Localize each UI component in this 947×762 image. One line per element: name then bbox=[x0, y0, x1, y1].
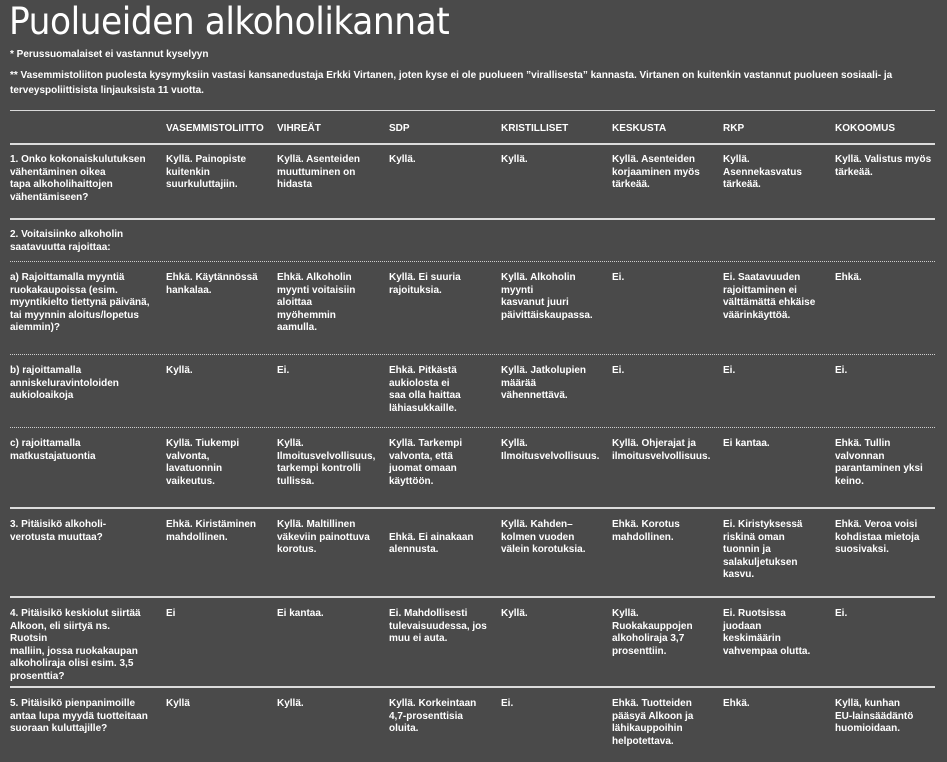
question-cell: 1. Onko kokonaiskulutuksen vähentäminen oikea tapa alkoholihaittojen vähentämiseen? bbox=[10, 154, 146, 203]
question-cell: c) rajoittamalla matkustajatuontia bbox=[10, 438, 96, 462]
answer-cell: Ehkä. Tuotteiden pääsyä Alkoon ja lähikauppoihin helpotettava. bbox=[612, 698, 694, 747]
table-row-q3 bbox=[10, 507, 935, 597]
table-row-q2b bbox=[10, 354, 935, 427]
answer-cell: Ei. Kiristyksessä riskinä oman tuonnin ja salakuljetuksen kasvu. bbox=[723, 519, 803, 580]
answer-cell: Ei bbox=[166, 608, 176, 619]
table-row-q2 bbox=[10, 218, 935, 262]
question-cell: a) Rajoittamalla myyntiä ruokakaupoissa (esim. myyntikielto tiettynä päivänä, tai myynnin aloitus/lopetus aiemmin)? bbox=[10, 272, 150, 333]
answer-cell: Ehkä. Ei ainakaan alennusta. bbox=[389, 531, 474, 555]
question-cell: 2. Voitaisiinko alkoholin saatavuutta rajoittaa: bbox=[10, 229, 124, 253]
answer-cell: Kyllä. Asennekasvatus tärkeää. bbox=[723, 154, 802, 190]
table-row-q5 bbox=[10, 686, 935, 762]
table-row-q4 bbox=[10, 596, 935, 686]
answer-cell: Ei kantaa. bbox=[723, 438, 770, 449]
answer-cell: Kyllä. Kahden– kolmen vuoden välein korotuksia. bbox=[501, 519, 586, 555]
answer-cell: Ehkä. Tullin valvonnan parantaminen yksi keino. bbox=[835, 438, 923, 487]
answer-cell: Ehkä. Kiristäminen mahdollinen. bbox=[166, 519, 257, 543]
question-cell: 3. Pitäisikö alkoholi- verotusta muuttaa? bbox=[10, 519, 107, 543]
column-header-kokoomus: KOKOOMUS bbox=[835, 123, 895, 134]
answer-cell: Ei. bbox=[612, 272, 625, 283]
answer-cell: Ei. bbox=[835, 365, 848, 376]
answer-cell: Ehkä. Korotus mahdollinen. bbox=[612, 519, 680, 543]
answer-cell: Ei. bbox=[835, 608, 848, 619]
column-header-rkp: RKP bbox=[723, 123, 745, 134]
footnote-vasemmistoliitto: ** Vasemmistoliiton puolesta kysymyksiin vastasi kansanedustaja Erkki Virtanen, joten kyse ei ole puolueen ”virallisesta” kannasta. Virtanen on kuitenkin vastannut puolueen sosiaali- ja terveyspoliittisista linjauksista 11 vuotta. bbox=[10, 70, 893, 96]
answer-cell: Kyllä. bbox=[501, 608, 528, 619]
answer-cell: Kyllä. Ei suuria rajoituksia. bbox=[389, 272, 461, 296]
answer-cell: Ei. Saatavuuden rajoittaminen ei välttämättä ehkäise väärinkäyttöä. bbox=[723, 272, 816, 321]
answer-cell: Kyllä. Tiukempi valvonta, lavatuonnin vaikeutus. bbox=[166, 438, 240, 487]
answer-cell: Kyllä. Korkeintaan 4,7-prosenttisia oluita. bbox=[389, 698, 477, 734]
answer-cell: Ei. bbox=[277, 365, 290, 376]
footnote-perussuomalaiset: * Perussuomalaiset ei vastannut kyselyyn bbox=[10, 49, 209, 60]
question-cell: 4. Pitäisikö keskiolut siirtää Alkoon, eli siirtyä ns. Ruotsin malliin, jossa ruokakaupan alkoholiraja olisi esim. 3,5 prosenttia? bbox=[10, 608, 141, 682]
answer-cell: Kyllä. Ruokakauppojen alkoholiraja 3,7 prosenttiin. bbox=[612, 608, 693, 657]
answer-cell: Kyllä. Ilmoitusvelvollisuus, tarkempi kontrolli tullissa. bbox=[277, 438, 376, 487]
answer-cell: Ehkä. Veroa voisi kohdistaa mietoja suosivaksi. bbox=[835, 519, 920, 555]
column-header-vasemmistoliitto: VASEMMISTOLIITTO bbox=[166, 123, 264, 134]
column-header-keskusta: KESKUSTA bbox=[612, 123, 667, 134]
table-row-q1 bbox=[10, 143, 935, 220]
answer-cell: Ei. Mahdollisesti tulevaisuudessa, jos muu ei auta. bbox=[389, 608, 487, 644]
answer-cell: Kyllä. bbox=[277, 698, 304, 709]
answer-cell: Ei. bbox=[612, 365, 625, 376]
column-header-sdp: SDP bbox=[389, 123, 410, 134]
answer-cell: Ei. bbox=[723, 365, 736, 376]
question-cell: 5. Pitäisikö pienpanimoille antaa lupa myydä tuotteitaan suoraan kuluttajille? bbox=[10, 698, 148, 734]
party-positions-table bbox=[10, 110, 935, 760]
column-header-kristilliset: KRISTILLISET bbox=[501, 123, 569, 134]
column-header-vihreat: VIHREÄT bbox=[277, 123, 321, 134]
answer-cell: Ei. Ruotsissa juodaan keskimäärin vahvempaa olutta. bbox=[723, 608, 811, 657]
answer-cell: Ei kantaa. bbox=[277, 608, 324, 619]
page-title: Puolueiden alkoholikannat bbox=[9, 0, 450, 43]
question-cell: b) rajoittamalla anniskeluravintoloiden aukioloaikoja bbox=[10, 365, 119, 401]
answer-cell: Kyllä. Valistus myös tärkeää. bbox=[835, 154, 932, 178]
answer-cell: Kyllä. Asenteiden korjaaminen myös tärkeää. bbox=[612, 154, 700, 190]
answer-cell: Kyllä. Ilmoitusvelvollisuus. bbox=[501, 438, 600, 462]
answer-cell: Kyllä. Alkoholin myynti kasvanut juuri päivittäiskaupassa. bbox=[501, 272, 593, 321]
answer-cell: Ehkä. Alkoholin myynti voitaisiin aloittaa myöhemmin aamulla. bbox=[277, 272, 356, 333]
answer-cell: Kyllä bbox=[166, 698, 190, 709]
answer-cell: Ei. bbox=[501, 698, 514, 709]
answer-cell: Kyllä. Tarkempi valvonta, että juomat omaan käyttöön. bbox=[389, 438, 463, 487]
answer-cell: Kyllä. bbox=[389, 154, 416, 165]
answer-cell: Kyllä. Ohjerajat ja ilmoitusvelvollisuus. bbox=[612, 438, 711, 462]
answer-cell: Ehkä. Käytännössä hankalaa. bbox=[166, 272, 258, 296]
table-row-q2c bbox=[10, 427, 935, 508]
answer-cell: Ehkä. bbox=[835, 272, 862, 283]
answer-cell: Kyllä. bbox=[501, 154, 528, 165]
answer-cell: Kyllä. Jatkolupien määrää vähennettävä. bbox=[501, 365, 587, 401]
answer-cell: Kyllä. Painopiste kuitenkin suurkuluttajiin. bbox=[166, 154, 247, 190]
table-row-q2a bbox=[10, 261, 935, 355]
answer-cell: Kyllä, kunhan EU-lainsäädäntö huomioidaan. bbox=[835, 698, 914, 734]
answer-cell: Kyllä. bbox=[166, 365, 193, 376]
answer-cell: Ehkä. bbox=[723, 698, 750, 709]
answer-cell: Kyllä. Asenteiden muuttuminen on hidasta bbox=[277, 154, 360, 190]
answer-cell: Kyllä. Maltillinen väkeviin painottuva korotus. bbox=[277, 519, 370, 555]
answer-cell: Ehkä. Pitkästä aukiolosta ei saa olla haittaa lähiasukkaille. bbox=[389, 365, 461, 414]
